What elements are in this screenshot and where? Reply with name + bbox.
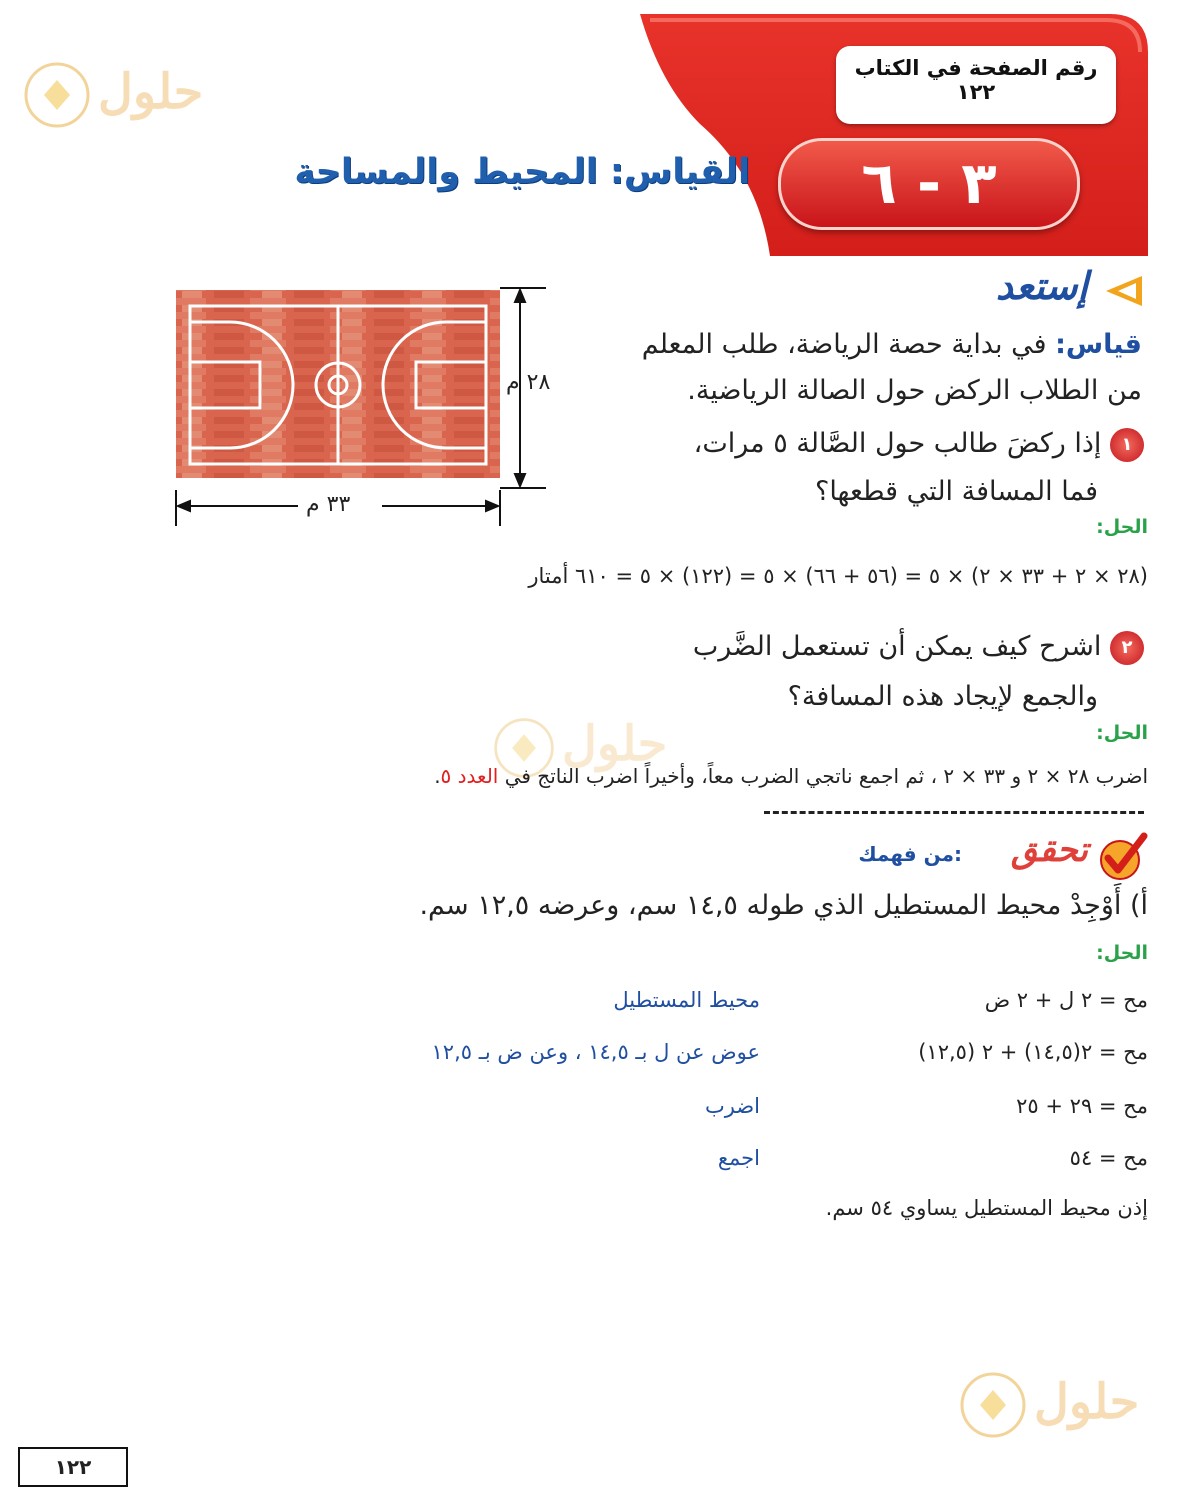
check-step-2-formula: مح = ٢(١٤,٥) + ٢ (١٢,٥) — [918, 1040, 1148, 1064]
page-number: ١٢٢ — [18, 1447, 128, 1487]
lesson-number-badge — [778, 138, 1080, 230]
lesson-number: ٣ - ٦ — [861, 149, 997, 217]
check-step-2-note: عوض عن ل بـ ١٤,٥ ، وعن ض بـ ١٢,٥ — [431, 1040, 760, 1064]
check-solution-label: الحل: — [1096, 942, 1148, 964]
check-step-3-note: اضرب — [704, 1094, 760, 1118]
watermark-top-left — [22, 60, 232, 140]
intro-lead-word: قياس: — [1055, 329, 1142, 360]
intro-line-1-text: في بداية حصة الرياضة، طلب المعلم — [641, 329, 1047, 360]
watermark-text: حلول — [98, 64, 204, 120]
question-1-solution: (٢٨ × ٢ + ٣٣ × ٢) × ٥ = (٥٦ + ٦٦) × ٥ = (١٢٢) × ٥ = ٦١٠ أمتار — [528, 564, 1148, 588]
question-2-text-2: والجمع لإيجاد هذه المسافة؟ — [787, 681, 1098, 712]
arrow-left-icon — [1102, 274, 1146, 308]
question-2 — [560, 622, 1144, 722]
question-1-solution-label: الحل: — [1096, 516, 1148, 538]
watermark-text: حلول — [562, 716, 668, 772]
check-step-1-note: محيط المستطيل — [613, 988, 760, 1012]
check-step-1-formula — [840, 988, 1148, 1012]
check-step-3-formula: مح = ٢٩ + ٢٥ — [1016, 1094, 1148, 1118]
check-step-4-note: اجمع — [717, 1146, 760, 1170]
question-1-badge: ١ — [1110, 428, 1144, 462]
question-2-solution-highlight: العدد ٥ — [440, 764, 499, 788]
height-label: ٢٨ م — [506, 370, 551, 395]
check-label: تحقق — [1011, 830, 1088, 870]
watermark-bottom-right — [958, 1370, 1168, 1450]
check-sublabel: من فهمك: — [858, 842, 962, 866]
intro-paragraph — [560, 322, 1142, 414]
width-label: ٣٣ م — [306, 492, 351, 517]
question-2-line-1 — [560, 622, 1144, 672]
question-1-text-2: فما المسافة التي قطعها؟ — [815, 476, 1098, 507]
get-ready-label: إستعد — [995, 264, 1088, 308]
intro-line-1 — [560, 322, 1142, 368]
get-ready-heading — [960, 262, 1150, 312]
intro-line-2: من الطلاب الركض حول الصالة الرياضية. — [687, 375, 1142, 406]
check-question: أ) أَوْجِدْ محيط المستطيل الذي طوله ١٤,٥ سم، وعرضه ١٢,٥ سم. — [419, 890, 1148, 921]
section-divider — [764, 811, 1144, 814]
check-step-4-formula: مح = ٥٤ — [1069, 1146, 1148, 1170]
page-reference-number: ١٢٢ — [956, 80, 996, 104]
question-1-text-1: إذا ركضَ طالب حول الصَّالة ٥ مرات، — [693, 428, 1102, 459]
watermark-text: حلول — [1034, 1374, 1140, 1430]
checkmark-icon — [1096, 830, 1150, 882]
question-2-solution-label: الحل: — [1096, 722, 1148, 744]
step-1-formula: مح = ٢ ل + ٢ ض — [984, 988, 1148, 1012]
check-conclusion: إذن محيط المستطيل يساوي ٥٤ سم. — [825, 1196, 1148, 1220]
question-1 — [560, 420, 1144, 516]
watermark-logo-icon — [22, 60, 92, 130]
question-2-solution-main: اضرب ٢٨ × ٢ و ٣٣ × ٢ ، ثم اجمع ناتجي الضرب معاً، وأخيراً اضرب الناتج في — [504, 764, 1148, 788]
page-title: القياس: المحيط والمساحة — [294, 152, 750, 192]
page-reference-box — [836, 46, 1116, 124]
watermark-logo-icon — [958, 1370, 1028, 1440]
question-2-solution-end: . — [434, 764, 441, 788]
page-reference-label: رقم الصفحة في الكتاب — [854, 56, 1098, 80]
basketball-court-figure — [170, 284, 570, 534]
question-2-solution — [180, 764, 1148, 788]
question-2-text-1: اشرح كيف يمكن أن تستعمل الضَّرب — [692, 631, 1102, 662]
check-understanding-heading — [840, 830, 1150, 880]
question-1-line-1 — [560, 420, 1144, 468]
question-2-badge: ٢ — [1110, 631, 1144, 665]
